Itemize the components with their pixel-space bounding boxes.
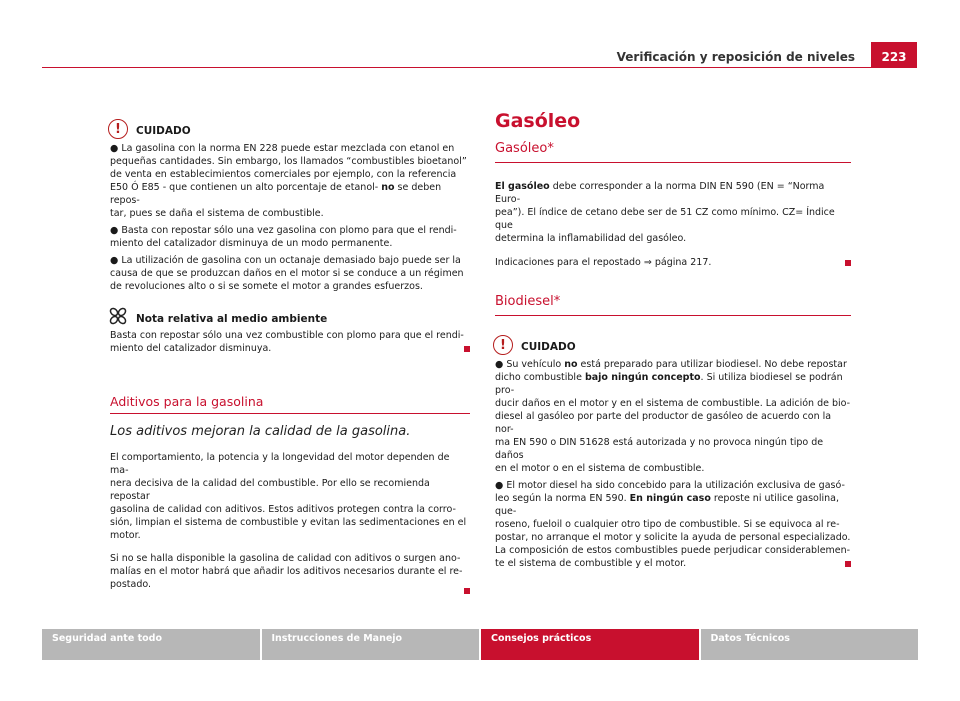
header-title: Verificación y reposición de niveles bbox=[616, 50, 855, 64]
environment-text: Basta con repostar sólo una vez combustible con plomo para que el rendi- miento del catalizador disminuya. bbox=[110, 329, 470, 355]
additives-paragraph: El comportamiento, la potencia y la longevidad del motor dependen de ma- nera decisiva de la calidad del combustible. Por ello se recomienda repostar gasolina de calidad con aditivos. Estos aditivos protegen contra la corro- sión, limpian el sistema de combustible y evitan las sedimentaciones en el motor. bbox=[110, 452, 467, 541]
section-end-mark bbox=[464, 346, 470, 352]
gasoleo-paragraph: El gasóleo debe corresponder a la norma DIN EN 590 (EN = “Norma Euro- pea”). El índice de cetano debe ser de 51 CZ como mínimo. CZ= Índice que determina la inflamabilidad del gasóleo. bbox=[495, 181, 835, 244]
section-end-mark bbox=[845, 260, 851, 266]
warning-bullet: ● La gasolina con la norma EN 228 puede estar mezclada con etanol en pequeñas cantidades. Sin embargo, los llamados “combustibles bioetanol” de venta en establecimientos comerciales por ejemplo, con la referencia E50 Ó E85 - que contienen un alto porcentaje de etanol- no se deben repos- tar, pues se daña el sistema de combustible. bbox=[110, 143, 467, 219]
section-end-mark bbox=[464, 588, 470, 594]
tab-consejos[interactable]: Consejos prácticos bbox=[481, 629, 699, 660]
page-number: 223 bbox=[871, 42, 917, 68]
environment-label: Nota relativa al medio ambiente bbox=[136, 313, 328, 325]
warning-label: CUIDADO bbox=[136, 125, 191, 137]
warning-bullet: ● La utilización de gasolina con un octanaje demasiado bajo puede ser la causa de que se produzcan daños en el motor si se conduce a un régimen de revoluciones alto o si se somete el motor a grandes esfuerzos. bbox=[110, 255, 464, 292]
warning-bullet: ● Basta con repostar sólo una vez gasolina con plomo para que el rendi- miento del catalizador disminuya de un modo permanente. bbox=[110, 225, 457, 249]
additives-subtitle: Los aditivos mejoran la calidad de la gasolina. bbox=[110, 424, 411, 439]
additives-heading: Aditivos para la gasolina bbox=[110, 395, 470, 414]
warning-heading bbox=[108, 117, 470, 139]
header-rule bbox=[42, 67, 871, 68]
warning-bullet: ● El motor diesel ha sido concebido para la utilización exclusiva de gasó- leo según la norma EN 590. En ningún caso reposte ni utilice gasolina, que- roseno, fueloil o cualquier otro tipo de combustible. Si se equivoca al re- postar, no arranque el motor y solicite la ayuda de personal especializado. La composición de estos combustibles puede perjudicar considerablemen- te el sistema de combustible y el motor. bbox=[495, 480, 851, 569]
environment-leaf-icon bbox=[108, 306, 128, 326]
warning-icon: ! bbox=[493, 335, 513, 355]
warning-bullet: ● Su vehículo no está preparado para utilizar biodiesel. No debe repostar dicho combustible bajo ningún concepto. Si utiliza biodiesel se podrán pro- ducir daños en el motor y en el sistema de combustible. La adición de bio- diesel al gasóleo por parte del productor de gasóleo de acuerdo con la nor- ma EN 590 o DIN 51628 está autorizada y no provoca ningún tipo de daños en el motor o en el sistema de combustible. bbox=[495, 359, 851, 474]
section-title: Gasóleo bbox=[495, 110, 581, 132]
warning-heading bbox=[493, 333, 851, 355]
tab-datos[interactable]: Datos Técnicos bbox=[701, 629, 919, 660]
warning-icon: ! bbox=[108, 119, 128, 139]
section-end-mark bbox=[845, 561, 851, 567]
left-column bbox=[110, 117, 470, 594]
right-column bbox=[495, 110, 851, 570]
warning-label: CUIDADO bbox=[521, 341, 576, 353]
tab-seguridad[interactable]: Seguridad ante todo bbox=[42, 629, 260, 660]
environment-heading bbox=[108, 306, 470, 326]
additives-paragraph: Si no se halla disponible la gasolina de calidad con aditivos o surgen ano- malías en el motor habrá que añadir los aditivos necesarios durante el re- postado. bbox=[110, 552, 470, 591]
gasoleo-heading: Gasóleo* bbox=[495, 142, 851, 163]
gasoleo-reference: Indicaciones para el repostado ⇒ página 217. bbox=[495, 256, 851, 269]
footer-nav bbox=[42, 629, 918, 660]
biodiesel-heading: Biodiesel* bbox=[495, 295, 851, 316]
tab-instrucciones[interactable]: Instrucciones de Manejo bbox=[262, 629, 480, 660]
